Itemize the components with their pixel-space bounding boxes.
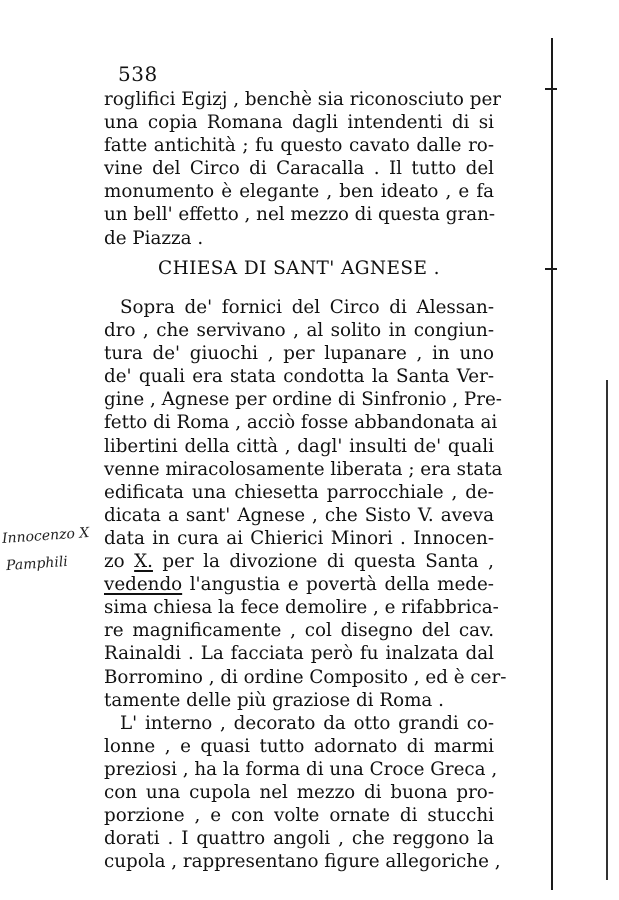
text-line: de Piazza . (104, 227, 204, 249)
text-line: Rainaldi . La facciata però fu inalzata dal (104, 643, 494, 665)
text-line: dorati . I quattro angoli , che reggono la (104, 828, 494, 850)
text-line: roglifici Egizj , benchè sia riconosciuto per (104, 89, 502, 110)
underlined-text: X. (134, 551, 153, 573)
text-line: sima chiesa la fece demolire , e rifabbrica- (104, 597, 499, 619)
text-line: edificata una chiesetta parrocchiale , de- (104, 481, 494, 503)
text-line-underlined (104, 550, 494, 573)
text-line: data in cura ai Chierici Minori . Innocen- (104, 527, 494, 549)
text-line: Borromino , di ordine Composito , ed è cer- (104, 666, 507, 688)
text-line: con una cupola nel mezzo di buona pro- (104, 781, 494, 803)
text-line: dro , che servivano , al solito in congiun- (104, 320, 494, 342)
page-edge-mark (545, 88, 557, 90)
text-line: monumento è elegante , ben ideato , e fa (104, 181, 494, 203)
text-line: porzione , e con volte ornate di stucchi (104, 805, 494, 827)
text-line: de' quali era stata condotta la Santa Ver- (104, 366, 494, 388)
text-fragment: l'angustia e povertà della mede- (182, 574, 494, 596)
text-line: re magnificamente , col disegno del cav. (104, 620, 494, 642)
handwritten-margin-note: Pamphili (5, 553, 69, 575)
page-number: 538 (118, 62, 158, 86)
text-line: un bell' effetto , nel mezzo di questa gran- (104, 204, 496, 226)
text-line: fatte antichità ; fu questo cavato dalle ro- (104, 135, 494, 157)
paragraph-sant-agnese (104, 296, 507, 873)
page-edge-mark (545, 268, 557, 270)
page-edge-line (551, 38, 553, 890)
text-line: fetto di Roma , acciò fosse abbandonata ai (104, 412, 498, 434)
handwritten-margin-note: Innocenzo X (1, 524, 90, 548)
section-heading: CHIESA DI SANT' AGNESE . (158, 258, 440, 279)
text-line: L' interno , decorato da otto grandi co- (120, 712, 494, 734)
text-line: libertini della città , dagl' insulti de' quali (104, 435, 494, 457)
text-fragment: zo (104, 551, 135, 573)
page-edge-line (606, 380, 608, 880)
text-line: cupola , rappresentano figure allegoriche , (104, 851, 501, 873)
text-line: dicata a sant' Agnese , che Sisto V. aveva (104, 504, 494, 526)
text-line: tamente delle più graziose di Roma . (104, 689, 444, 711)
text-line-underlined (104, 573, 494, 596)
underlined-text: vedendo (104, 574, 183, 596)
text-line: lonne , e quasi tutto adornato di marmi (104, 735, 494, 757)
text-line: una copia Romana dagli intendenti di si (104, 112, 494, 134)
text-line: venne miracolosamente liberata ; era stata (104, 458, 503, 480)
text-line: gine , Agnese per ordine di Sinfronio , Pre- (104, 389, 502, 411)
text-line: vine del Circo di Caracalla . Il tutto del (104, 158, 494, 180)
text-line: preziosi , ha la forma di una Croce Greca , (104, 758, 498, 780)
text-fragment: per la divozione di questa Santa , (152, 551, 494, 573)
text-line: tura de' giuochi , per lupanare , in uno (104, 343, 494, 365)
paragraph-obelisk (104, 88, 502, 250)
text-line: Sopra de' fornici del Circo di Alessan- (120, 297, 494, 318)
